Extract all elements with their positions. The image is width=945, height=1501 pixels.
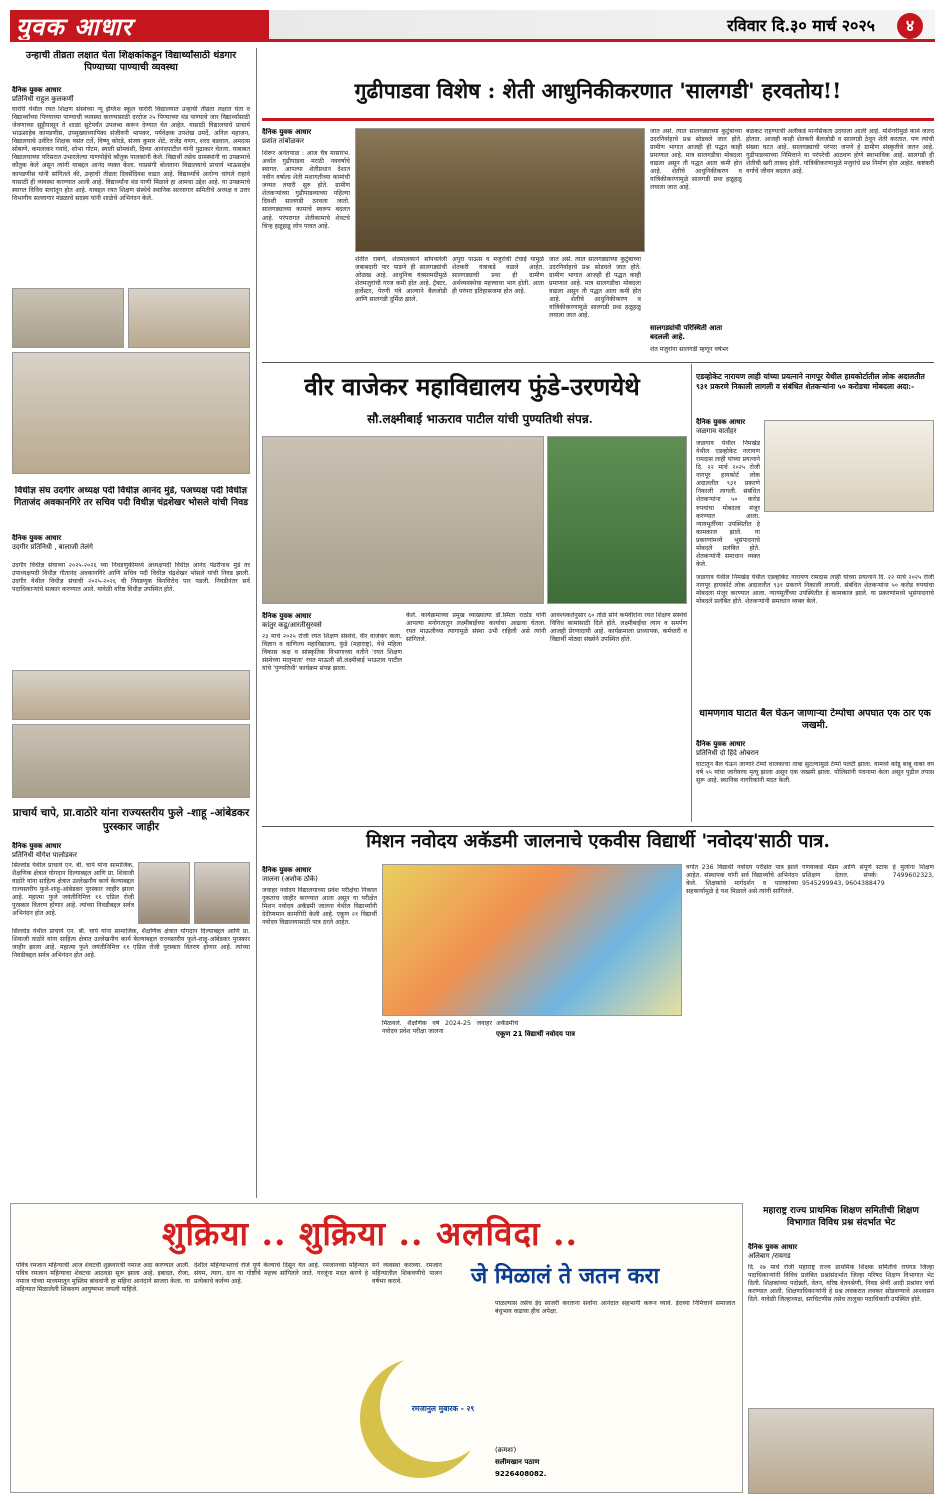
story8-caption1: मिळवले. शैक्षणिक वर्ष 2024-25 जवाहर नवोदय प्रवेश परीक्षा जालना xyxy=(382,1020,492,1036)
story2-body4: जात असे. त्यात सालगड्याच्या कुटुंबाच्या उदरनिर्वाहाचे प्रश्न सोडवले जात होते. ग्रामीण भागात आजही ही पद्धत काही प्रमाणात आहे. मात्र सालगडीचा मोबदला वाढला असून ती पद्धत आता कमी होत आहे. शेतीचे आधुनिकीकरण व यांत्रिकीकरणामुळे सालगडी प्रथा हळूहळू लयाला जात आहे. xyxy=(549,256,641,320)
story8-headline: मिशन नवोदय अकॅडमी जालनाचे एकवीस विद्यार्थी 'नवोदय'साठी पात्र. xyxy=(366,831,830,852)
story3-photo-felicitation xyxy=(262,436,544,604)
story8-caption3: एकूण 21 विद्यार्थी नवोदय पात्र xyxy=(496,1030,576,1038)
story6-headline: विधीज्ञ संघ उदगीर अध्यक्ष पदी विधीज्ञ आनंद मुंडे, पअध्यक्ष पदी विधीज्ञ गिताजंद अवकानगिरे तर सचिव पदी विधीज्ञ चंद्रशेखर भोसले यांची निवड xyxy=(13,486,249,508)
story3-subheadline: सौ.लक्ष्मीबाई भाऊराव पाटील यांची पुण्यतिथी संपन्न. xyxy=(367,412,593,426)
story3-photo-banner xyxy=(547,436,687,604)
story3-body1: २३ मार्च २०२५ रोजी रयत शिक्षण संस्थेचे, वीर वाजेकर कला, विज्ञान व वाणिज्य महाविद्यालय, फुंडे (महाराष्ट्र), येथे महिला विकास कक्ष व सांस्कृतिक विभागाच्या वतीने 'रयत शिक्षण संस्थेच्या मातृमाता' रयत माऊली सौ.लक्ष्मीबाई भाऊराव पाटील यांचे 'पुण्यतिथी' कार्यक्रम संपन्न झाला. xyxy=(262,633,402,673)
story6-photo-group1 xyxy=(12,670,250,720)
story2-body5: शेत मजुरांना सालगडी म्हणून वर्षभर xyxy=(650,346,729,353)
story5-headline: धामणगाव घाटात बैल घेऊन जाणाऱ्या टेम्पोचा अपघात एक ठार एक जखमी. xyxy=(699,708,931,732)
story8-body2: वर्गात 236 विद्यार्थी नवोदय परीक्षेत पात्र झाले आहेत. संस्थापक यांनी सर्व विद्यार्थ्यांचे अभिनंदन केले. शिक्षकांचे मार्गदर्शन व पालकांच्या सहकार्यामुळे हे यश मिळाले असे त्यांनी सांगितले. xyxy=(686,864,798,896)
story7-body: सिल्लोड येथील प्राचार्य एन. बी. चापे यांना सामाजिक, शैक्षणिक क्षेत्रात योगदान दिल्याबद्दल आणि प्रा. शिवाजी वाठोरे यांना साहित्य क्षेत्रात उल्लेखनीय कार्य केल्याबद्दल राज्यस्तरीय फुले-शाहू-आंबेडकर पुरस्कार जाहीर झाला आहे. महात्मा फुले जयंतीनिमित्त ११ एप्रिल रोजी पुरस्कार वितरण होणार आहे. त्यांच्या निवडीबद्दल सर्वत्र अभिनंदन होत आहे. xyxy=(12,928,250,960)
story5-body: घाटातून बैल घेऊन जाणारे टेम्पो चालकाचा ताबा सुटल्यामुळे टेम्पो पलटी झाला. यामध्ये कोंडू बाबू वाबर वय वर्ष ५५ यांचा जागेवरच मृत्यू झाला असून एक जखमी झाला. पोलिसांनी पंचनामा केला असून पुढील तपास सुरू आहे. स्थानिक नागरिकांनी मदत केली. xyxy=(696,761,934,785)
story7-reporter: प्रतिनिधी योगेश पालोडकर xyxy=(12,851,77,859)
story9-body2: देशील महिन्याभराचे रोजे पूर्ण केल्याचे दिसून येत आहे. रमजानच्या महिन्यात संयम, त्याग, दान या गोष्टींचे महत्त्व सांगितले जाते. गरजूंना मदत करणे हे प्रत्येकाचे कर्तव्य आहे. xyxy=(194,1262,368,1286)
story2-byline: दैनिक युवक आधार xyxy=(262,128,312,136)
story1-photo-students xyxy=(12,352,250,474)
story9-body4: पाळल्यास तसेच ईद साजरी करताना सर्वांना आनंदात सहभागी करून घ्यावे. ईदच्या निमित्ताने समाजात बंधुभाव वाढावा हीच अपेक्षा. xyxy=(495,1300,735,1316)
story4-headline: एडव्होकेट नारायण लाही यांच्या प्रयत्नाने नागपूर येथील हायकोर्टातील लोक अदालतीत ९३१ प्रकरणे निकाली लागली व संबंधित शेतकऱ्यांना ५० करोडचा मोबदला अदा:- xyxy=(696,372,925,391)
story2-body1: शिरूर अनंतपाळ : आज चैत्र मासारंभ. अर्थात गुढीपाडवा मराठी नववर्षाचे स्वागत. आपल्या शेतीप्रधान देशात नवीन वर्षाला शेती मशागतीच्या कामांची जय्यत तयारी सुरु होते. ग्रामीण शेतकऱ्यांच्या गुढीपाडव्याच्या पहिल्या दिवशी सालगडी ठरवला जातो. सालगड्याच्या कामाचे स्वरूप बदलत आहे. परंपरागत शेतीकामाचे शेवटचे चिन्ह हळूहळू लोप पावत आहे. xyxy=(262,150,350,230)
story3-byline: दैनिक युवक आधार xyxy=(262,612,312,620)
story4-photo-cheque xyxy=(764,420,934,512)
story2-body4b: जात असे. त्यात सालगड्याच्या कुटुंबाच्या उदरनिर्वाहाचे प्रश्न सोडवले जात होते. ग्रामीण भागात आजही ही पद्धत काही प्रमाणात आहे. मात्र सालगडीचा मोबदला वाढला असून ती पद्धत आता कमी होत आहे. शेतीचे आधुनिकीकरण व यांत्रिकीकरणामुळे सालगडी प्रथा हळूहळू लयाला जात आहे. xyxy=(650,128,742,192)
story5-reporter: प्रतिनिधी दो हिंदे ओबरान xyxy=(696,749,759,757)
story8-body1: जवाहर नवोदय विद्यालयाच्या प्रवेश परीक्षेचा निकाल नुकताच जाहीर करण्यात आला असून या परीक्षेत मिशन नवोदय अकॅडमी जालना येथील विद्यार्थ्यांनी देदीप्यमान कामगिरी केली आहे. एकूण २१ विद्यार्थी नवोदय विद्यालयासाठी पात्र ठरले आहेत. xyxy=(262,887,377,927)
story4-body: जळगाव येथील निमखेड येथील एडव्होकेट नारायण रामदास लाही यांच्या प्रयत्नाने दि. २२ मार्च २०२५ रोजी नागपूर हायकोर्ट लोक अदालतीत ९३१ प्रकरणे निकाली लागली. संबंधित शेतकऱ्यांना ५० करोड रुपयांचा मोबदला मंजूर करण्यात आला. न्यायमूर्तींच्या उपस्थितीत हे कामकाज झाले. या प्रकरणांमध्ये भूसंपादनाचे मोबदले प्रलंबित होते. शेतकऱ्यांनी समाधान व्यक्त केले. xyxy=(696,574,934,606)
story6-reporter: उदगीर प्रतिनिधी , बालाजी तेलंगे xyxy=(12,543,93,551)
story1-photo-left xyxy=(12,288,124,348)
story9-body1: पवित्र रमजान महिन्याची आज शेवटची शुक्रवारची नमाज अदा करण्यात आली. पवित्र रमजान महिन्याचा शेवटचा आठवडा सुरू झाला आहे. इबादत, रोजा, नमाज यांच्या माध्यमातून मुस्लिम बांधवांनी हा महिना आनंदाने साजरा केला. या महिन्यात मिळालेली शिकवण आयुष्यभर जपली पाहिजे. xyxy=(16,1262,190,1294)
story1-photo-right xyxy=(128,288,250,348)
story7-byline: दैनिक युवक आधार xyxy=(12,842,62,850)
story5-byline: दैनिक युवक आधार xyxy=(696,740,746,748)
issue-date: रविवार दि.३० मार्च २०२५ xyxy=(727,16,875,35)
story4-byline: दैनिक युवक आधार xyxy=(696,418,746,426)
story2-body3: अपुरा पाऊस व मजुरांची टंचाई यामुळे शेतकरी यंत्राकडे वळले आहेत. सालगड्याची प्रथा ही ग्रामीण अर्थव्यवस्थेचा महत्त्वाचा भाग होती. आता ही परंपरा इतिहासजमा होत आहे. xyxy=(452,256,544,296)
story2-body2: शेतीत राबणे, शेतमालकाने सोपवलेली जबाबदारी पार पाडणे ही सालगड्यांची ओळख आहे. आधुनिक यंत्रसामग्रीमुळे शेतमजुरांची गरज कमी होत आहे. ट्रॅक्टर, हार्वेस्टर, पेरणी यंत्रे आल्याने बैलजोडी आणि सालगडी दुर्मिळ झाले. xyxy=(355,256,447,304)
page-number: ४ xyxy=(897,13,923,39)
story10-photo xyxy=(748,1408,934,1494)
story7-portrait-1 xyxy=(138,862,190,924)
story2-headline: गुढीपाडवा विशेष : शेती आधुनिकीकरणात 'सालगडी' हरवतोय!! xyxy=(354,78,842,103)
story8-body3: गणवाकडे मॅडम आणि संपूर्ण स्टाफ हे मुलांना शिक्षण प्रशिक्षण देतात. संपर्क: 7499602323, 9545299943, 9604388479 xyxy=(802,864,934,888)
story3-body2: केले. कार्यक्रमाच्या प्रमुख व्याख्यात्या डॉ.स्मिता राठोड यांनी आपल्या मनोगतातून लक्ष्मीबाईंच्या कार्याचा आढावा घेतला. रयत माऊलीच्या त्यागामुळे संस्था उभी राहिली असे त्यांनी सांगितले. xyxy=(406,612,546,644)
story4-reporter: जळगाव वार्ताहर xyxy=(696,427,737,435)
story4-body-narrow: जळगाव येथील निमखेड येथील एडव्होकेट नारायण रामदास लाही यांच्या प्रयत्नाने दि. २२ मार्च २०२५ रोजी नागपूर हायकोर्ट लोक अदालतीत ९३१ प्रकरणे निकाली लागली. संबंधित शेतकऱ्यांना ५० करोड रुपयांचा मोबदला मंजूर करण्यात आला. न्यायमूर्तींच्या उपस्थितीत हे कामकाज झाले. या प्रकरणांमध्ये भूसंपादनाचे मोबदले प्रलंबित होते. शेतकऱ्यांनी समाधान व्यक्त केले. xyxy=(696,440,760,568)
story10-body: दि. २७ मार्च रोजी महाराष्ट्र राज्य प्राथमिक शिक्षक समितीचे रायगड जिल्हा पदाधिकाऱ्यांनी विविध प्रलंबित प्रश्नांसंदर्भात जिल्हा परिषद शिक्षण विभागात भेट दिली. शिक्षकांच्या पदोन्नती, वेतन, वरिष्ठ वेतनश्रेणी, निवड श्रेणी आदी प्रश्नांवर चर्चा करण्यात आली. शिक्षणाधिकाऱ्यांनी हे प्रश्न लवकरात लवकर सोडवण्याचे आश्वासन दिले. यावेळी जिल्हाध्यक्ष, सरचिटणीस तसेच तालुका पदाधिकारी उपस्थित होते. xyxy=(748,1264,934,1304)
newspaper-logo: युवक आधार xyxy=(16,12,133,40)
story7-portrait-2 xyxy=(194,862,250,924)
story2-reporter: प्रशांत तांबोळकर xyxy=(262,137,304,145)
story2-rule xyxy=(262,118,934,121)
story8-photo-students xyxy=(382,864,682,1016)
story8-caption2: अकॅडमीचे xyxy=(496,1020,519,1027)
story7-headline: प्राचार्य चापे, प्रा.वाठोरे यांना राज्यस्तरीय फुले -शाहू -आंबेडकर पुरस्कार जाहीर xyxy=(12,807,250,834)
story8-reporter: जालना (अशोक ठोके) xyxy=(262,875,318,883)
story3-reporter: कांतुर कडू/आरतीसुरवसे xyxy=(262,621,322,629)
story3-body3: आवश्यकतेनुसार ६० तोळे सोने कर्मवीरांना रयत शिक्षण संस्थेचे विविध कामांसाठी दिले होते. लक्ष्मीबाईंचा त्याग व समर्पण आजही प्रेरणादायी आहे. कार्यक्रमाला प्राध्यापक, कर्मचारी व विद्यार्थी मोठ्या संख्येने उपस्थित होते. xyxy=(550,612,687,644)
story2-body6: बळकट राहण्याची अलीकडे मानसिकता उदयाला आली आहे. मशिनरीमुळे कामे जलद होतात. आजही काही शेतकरी बैलजोडी व सालगडी ठेवून शेती करतात. पण त्यांची संख्या घटत आहे. सालगड्याची परंपरा जपणे हे ग्रामीण संस्कृतीचे जतन आहे. गुढीपाडव्याच्या निमित्ताने या परंपरेची आठवण होणे स्वाभाविक आहे. सालगडी ही शेतीची खरी ताकद होती. यांत्रिकीकरणामुळे मजुरांचे प्रश्न निर्माण होत आहेत. कष्टकरी वर्गाचे जीवन बदलत आहे. xyxy=(746,128,934,176)
story8-byline: दैनिक युवक आधार xyxy=(262,866,312,874)
column-divider-right xyxy=(691,364,692,822)
story6-body: उदगीर विधीज्ञ संघाच्या २०२५-२०२६ च्या निवडणुकीमध्ये अध्यक्षपदी विधीज्ञ आनंद पंढरीनाथ मुंडे तर उपाध्यक्षपदी विधीज्ञ गीतानंद अवकानगिरे आणि सचिव पदी विधीज्ञ चंद्रशेखर भोसले यांची निवड झाली. उदगीर येथील विधीज्ञ संघाची २०२५-२०२६ ची निवडणूक बिनविरोध पार पडली. निवडीनंतर सर्व पदाधिकाऱ्यांचे सत्कार करण्यात आले. यावेळी वरिष्ठ विधीज्ञ उपस्थित होते. xyxy=(12,562,250,594)
story6-photo-group2 xyxy=(12,724,250,798)
story9-author: सलीमखान पठाण xyxy=(495,1458,540,1466)
story1-body: घारोरी येथील रयत शिक्षण संस्थेच्या न्यू इंग्लिश स्कूल घारोरी विद्यालयात उन्हाची तीव्रता लक्षात घेता व विद्यार्थ्यांच्या पिण्याच्या पाण्याची व्यवस्था करण्यासाठी दररोज २५ पिण्याच्या थंड पाण्याचे जार विद्यार्थ्यांसाठी जेवणाच्या सुट्टीपासून ते शाळा सुटेपर्यंत उपलब्ध करून देण्यात येत आहेत. यासाठी विद्यालयाचे प्राचार्य भाऊसाहेब कापडणीस, उपमुख्याध्यापिका संजीवनी भापकर, पर्यवेक्षक उपशेख उमर्दे, अनिल महाजन, विद्यालयाचे उर्वरित शिक्षक वसंत टर्ले, विष्णू कोरडे, संजय कुमार शेटे, राजेंद्र वणग, शरद बडवाल, अमदास सोबाणे, कमलाकर गवांदे, शोभा गोटम, स्वाती सोमवंशी, दिव्या आनंदपाटील यांनी पुढाकार घेतला. याबाबत विद्यालयाच्या परिसरात उभारलेल्या पाणपोईचे कौतुक पालकांनी केले. विद्यार्थी तसेच ग्रामस्थांनी या उपक्रमाचे कौतुक केले असून त्यांनी याबद्दल आनंद व्यक्त केला. याप्रसंगी बोलताना विद्यालयाचे प्राचार्य भाऊसाहेब कापडणीस यांनी सांगितले की, उन्हाची तीव्रता दिवसेंदिवस वाढत आहे. विद्यार्थ्यांचे आरोग्य चांगले राहावे यासाठी ही व्यवस्था करण्यात आली आहे. विद्यार्थ्यांना थंड पाणी मिळावे हा आमचा उद्देश आहे. या उपक्रमाचे स्वागत विविध स्तरांतून होत आहे. याबद्दल रयत शिक्षण संस्थेचे स्थानिक सल्लागार समितीचे अध्यक्ष व उत्तर विभागीय सल्लागार मंडळाचे सदस्य यांनी शाळेचे अभिनंदन केले. xyxy=(12,106,250,202)
story9-phone: 9226408082. xyxy=(495,1470,547,1478)
story1-reporter: प्रतिनिधी राहुल कुलकर्णी xyxy=(12,95,74,103)
story9-title: शुक्रिया .. शुक्रिया .. अलविदा .. xyxy=(162,1214,578,1253)
story2-subhead: सालगड्यांची परिस्थिती आता बदलली आहे. xyxy=(650,324,723,341)
column-divider xyxy=(256,48,257,1198)
story9-badge: रमजानुल मुबारक - २९ xyxy=(411,1404,475,1413)
story1-byline: दैनिक युवक आधार xyxy=(12,86,62,94)
story10-byline: दैनिक युवक आधार xyxy=(748,1243,798,1251)
story9-body3: मने व्यवस्था कराव्या. रमजान महिन्यातील शिकवणीचे पालन वर्षभर करावे. xyxy=(372,1262,442,1286)
story9-signoff: (क्रमशः) xyxy=(495,1446,517,1454)
story2-photo-bullocks xyxy=(355,128,645,252)
section-divider-2 xyxy=(262,826,934,827)
story9-subtitle: जे मिळालं ते जतन करा xyxy=(470,1263,660,1289)
story10-headline: महाराष्ट्र राज्य प्राथमिक शिक्षण समितीची शिक्षण विभागात विविध प्रश्न संदर्भात भेट xyxy=(763,1206,919,1229)
story1-headline: उन्हाची तीव्रता लक्षात घेता शिक्षकांकडून विद्यार्थ्यांसाठी थंडगार पिण्याच्या पाण्याची व्यवस्था xyxy=(25,50,237,74)
story3-headline: वीर वाजेकर महाविद्यालय फुंडे-उरणयेथे xyxy=(304,372,640,401)
story6-byline: दैनिक युवक आधार xyxy=(12,534,62,542)
story10-reporter: अलिबाग /रायगड xyxy=(748,1252,791,1260)
section-divider xyxy=(262,362,934,363)
story7-body-narrow: सिल्लोड येथील प्राचार्य एन. बी. चापे यांना सामाजिक, शैक्षणिक क्षेत्रात योगदान दिल्याबद्दल आणि प्रा. शिवाजी वाठोरे यांना साहित्य क्षेत्रात उल्लेखनीय कार्य केल्याबद्दल राज्यस्तरीय फुले-शाहू-आंबेडकर पुरस्कार जाहीर झाला आहे. महात्मा फुले जयंतीनिमित्त ११ एप्रिल रोजी पुरस्कार वितरण होणार आहे. त्यांच्या निवडीबद्दल सर्वत्र अभिनंदन होत आहे. xyxy=(12,862,134,918)
